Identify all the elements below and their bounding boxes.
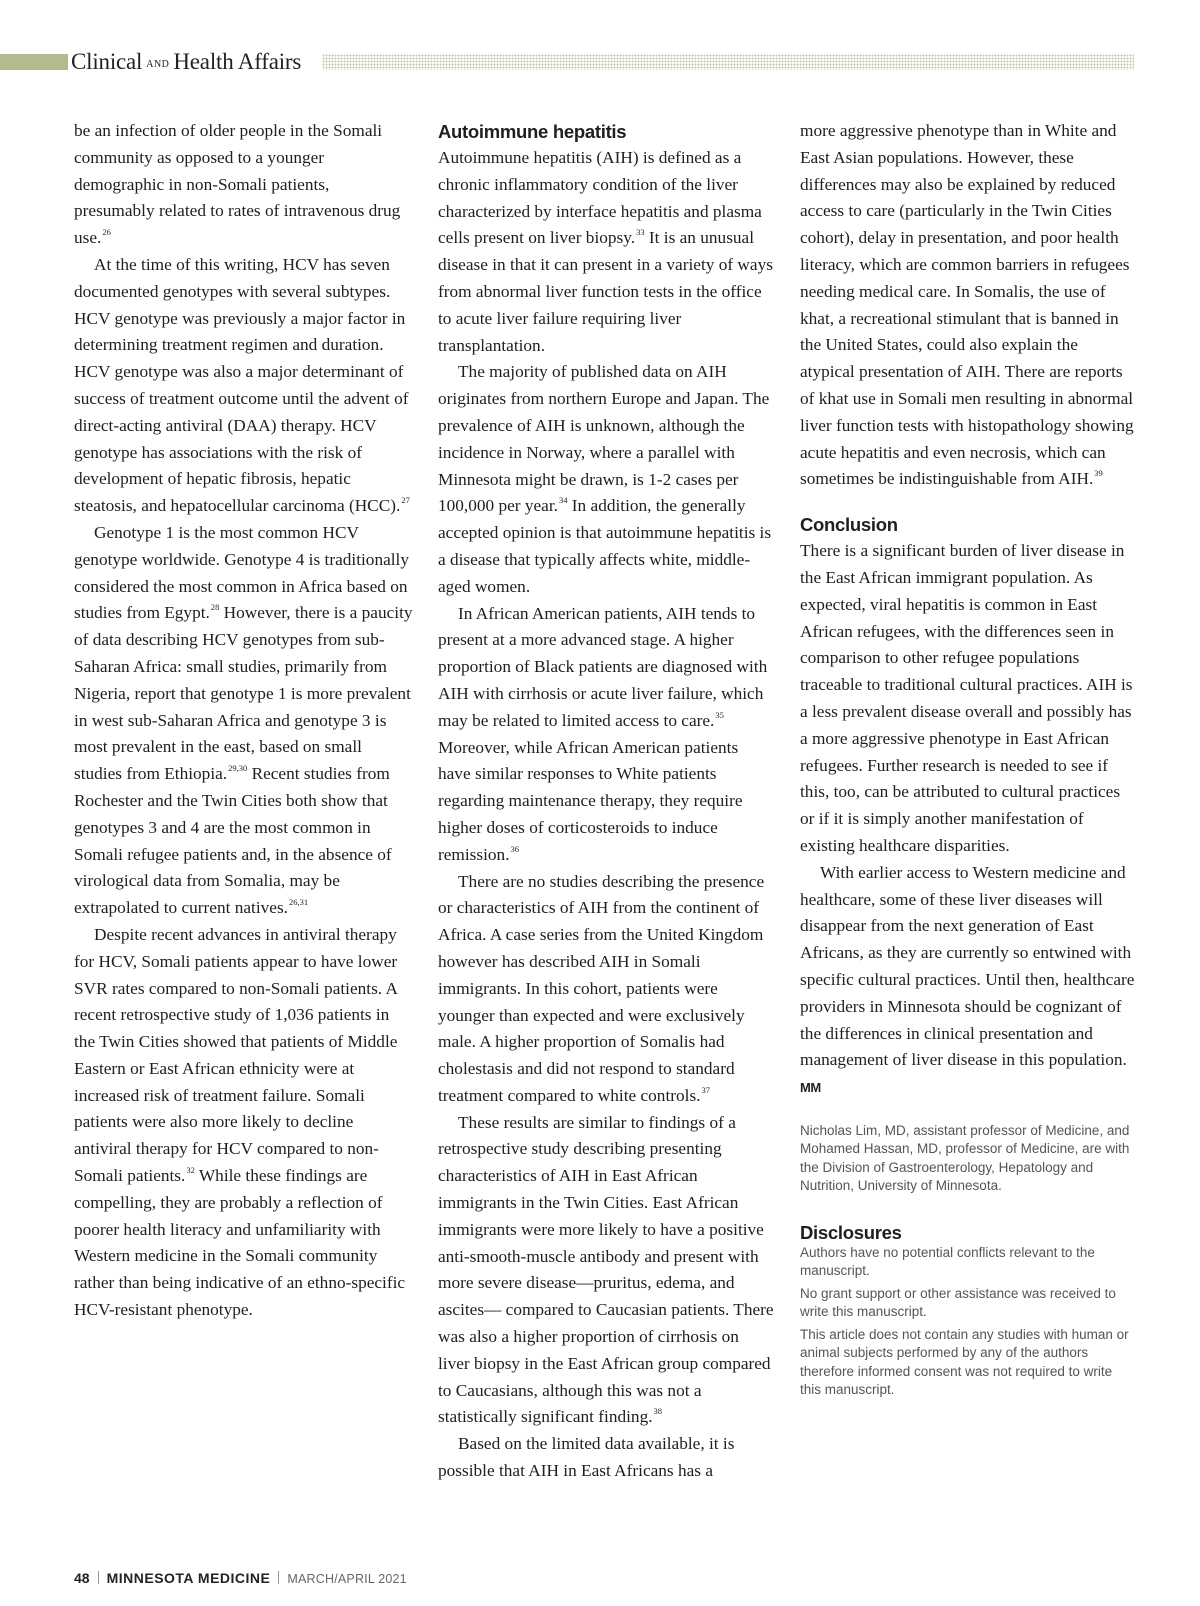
column-3 (800, 118, 1136, 1404)
footnote-ref: 34 (558, 495, 568, 506)
footer-divider (98, 1571, 99, 1584)
paragraph: There is a significant burden of liver disease in the East African immigrant population. As expected, viral hepatitis is common in East African refugees, with the differences seen in comparison to other refugee populations traceable to traditional cultural practices. AIH is a less prevalent disease overall and possibly has a more aggressive phenotype in East African refugees. Further research is needed to see if this, too, can be attributed to cultural practices or if it is simply another manifestation of existing healthcare disparities. (800, 541, 1133, 855)
paragraph: With earlier access to Western medicine and healthcare, some of these liver diseases will disappear from the next generation of East Africans, as they are currently so entwined with specific cultural practices. Until then, healthcare providers in Minnesota should be cognizant of the differences in clinical presentation and management of liver disease in this population. MM (800, 862, 1135, 1096)
paragraph: Based on the limited data available, it is possible that AIH in East Africans has a (438, 1434, 735, 1481)
footnote-ref: 26 (102, 227, 111, 238)
paragraph: be an infection of older people in the Somali community as opposed to a younger demographic in non-Somali patients, presumably related to rates of intravenous drug use.$^{26}$ (74, 121, 401, 248)
paragraph: At the time of this writing, HCV has seven documented genotypes with several subtypes. HCV genotype was previously a major factor in determining treatment regimen and duration. HCV genotype was also a major determinant of success of treatment outcome until the advent of direct-acting antiviral (DAA) therapy. HCV genotype has associations with the risk of development of hepatic fibrosis, hepatic steatosis, and hepatocellular carcinoma (HCC).$^{27}$ (74, 254, 410, 516)
section-title-part1: Clinical (71, 49, 143, 74)
end-mark: MM (800, 1080, 821, 1096)
column-1 (74, 118, 414, 1324)
footnote-ref: 29,30 (228, 763, 248, 774)
heading-conclusion: Conclusion (800, 514, 898, 536)
publication-name: MINNESOTA MEDICINE (106, 1570, 271, 1586)
footnote-ref: 26,31 (289, 897, 309, 908)
section-title-and: AND (146, 59, 170, 70)
footnote-ref: 37 (701, 1084, 710, 1095)
disclosure-item: Authors have no potential conflicts relevant to the manuscript. (800, 1244, 1095, 1279)
paragraph: There are no studies describing the presence or characteristics of AIH from the continent of Africa. A case series from the United Kingdom however has described AIH in Somali immigrants. In this cohort, patients were younger than expected and were exclusively male. A higher proportion of Somalis had cholestasis and did not respond to standard treatment compared to white controls.$^{37}$ (438, 871, 765, 1105)
footnote-ref: 35 (715, 709, 724, 720)
paragraph: Autoimmune hepatitis (AIH) is defined as a chronic inflammatory condition of the liver characterized by interface hepatitis and plasma cells present on liver biopsy.$^{33}$ It is an unusual disease in that it can present in a variety of ways from abnormal liver function tests in the office to acute liver failure requiring liver transplantation. (438, 148, 773, 355)
section-title (71, 50, 301, 74)
footnote-ref: 38 (653, 1406, 663, 1417)
paragraph: Despite recent advances in antiviral therapy for HCV, Somali patients appear to have lower SVR rates compared to non-Somali patients. A recent retrospective study of 1,036 patients in the Twin Cities showed that patients of Middle Eastern or East African ethnicity were at increased risk of treatment failure. Somali patients were also more likely to decline antiviral therapy for HCV compared to non-Somali patients.$^{32}$ While these findings are compelling, they are probably a reflection of poorer health literacy and unfamiliarity with Western medicine in the Somali community rather than being indicative of an ethno-specific HCV-resistant phenotype. (74, 924, 406, 1320)
footnote-ref: 28 (210, 602, 220, 613)
paragraph: more aggressive phenotype than in White and East Asian populations. However, these differences may also be explained by reduced access to care (particularly in the Twin Cities cohort), delay in presentation, and poor health literacy, which are common barriers in refugees needing medical care. In Somalis, the use of khat, a recreational stimulant that is banned in the United States, could also explain the atypical presentation of AIH. There are reports of khat use in Somali men resulting in abnormal liver function tests with histopathology showing acute hepatitis and even necrosis, which can sometimes be indistinguishable from AIH.$^{39}$ (800, 121, 1134, 489)
footnote-ref: 27 (401, 495, 410, 506)
footnote-ref: 36 (510, 843, 520, 854)
column-2 (438, 118, 774, 1485)
footnote-ref: 32 (186, 1165, 195, 1176)
footnote-ref: 39 (1094, 468, 1103, 479)
paragraph: The majority of published data on AIH originates from northern Europe and Japan. The prevalence of AIH is unknown, although the incidence in Norway, where a parallel with Minnesota might be drawn, is 1-2 cases per 100,000 per year.$^{34}$ In addition, the generally accepted opinion is that autoimmune hepatitis is a disease that typically affects white, middle-aged women. (438, 362, 772, 596)
issue-date: MARCH/APRIL 2021 (287, 1572, 407, 1586)
footer-divider (278, 1571, 279, 1584)
running-header (0, 50, 1200, 74)
header-dot-pattern (322, 54, 1134, 70)
disclosure-item: This article does not contain any studies with human or animal subjects performed by any of the authors therefore informed consent was not required to write this manuscript. (800, 1326, 1129, 1398)
paragraph: Genotype 1 is the most common HCV genotype worldwide. Genotype 4 is traditionally considered the most common in Africa based on studies from Egypt.$^{28}$ However, there is a paucity of data describing HCV genotypes from sub-Saharan Africa: small studies, primarily from Nigeria, report that genotype 1 is more prevalent in west sub-Saharan Africa and genotype 3 is most prevalent in the east, based on small studies from Ethiopia.$^{29,30}$ Recent studies from Rochester and the Twin Cities both show that genotypes 3 and 4 are the most common in Somali refugee patients and, in the absence of virological data from Somalia, may be extrapolated to current natives.$^{26,31}$ (74, 522, 413, 918)
heading-autoimmune-hepatitis: Autoimmune hepatitis (438, 121, 627, 142)
heading-disclosures: Disclosures (800, 1221, 902, 1243)
disclosure-item: No grant support or other assistance was received to write this manuscript. (800, 1285, 1116, 1320)
section-title-part2: Health Affairs (173, 49, 302, 74)
page-footer (74, 1568, 407, 1588)
page-number: 48 (74, 1570, 90, 1586)
spacer (800, 493, 1136, 511)
footnote-ref: 33 (636, 227, 645, 238)
header-accent-bar (0, 54, 68, 70)
paragraph: These results are similar to findings of a retrospective study describing presenting characteristics of AIH in East African immigrants in the Twin Cities. East African immigrants were more likely to have a positive anti-smooth-muscle antibody and present with more severe disease—pruritus, edema, and ascites— compared to Caucasian patients. There was also a higher proportion of cirrhosis on liver biopsy in the East African group compared to Caucasians, although this was not a statistically significant finding.$^{38}$ (438, 1112, 774, 1427)
paragraph: In African American patients, AIH tends to present at a more advanced stage. A higher proportion of Black patients are diagnosed with AIH with cirrhosis or acute liver failure, which may be related to limited access to care.$^{35}$ Moreover, while African American patients have similar responses to White patients regarding maintenance therapy, they require higher doses of corticosteroids to induce remission.$^{36}$ (438, 603, 768, 864)
author-bio: Nicholas Lim, MD, assistant professor of Medicine, and Mohamed Hassan, MD, professor of Medicine, are with the Division of Gastroenterology, Hepatology and Nutrition, University of Minnesota. (800, 1122, 1130, 1194)
